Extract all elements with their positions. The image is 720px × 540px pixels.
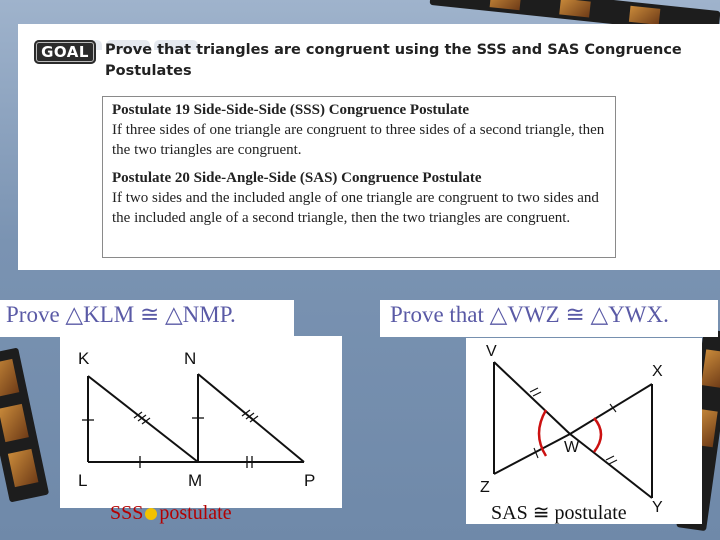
segment-wy <box>570 434 652 498</box>
vertex-label-p: P <box>304 471 316 490</box>
prove-statement-left-box <box>0 300 294 337</box>
postulate-19 <box>112 101 607 160</box>
segment-zw <box>494 434 570 474</box>
triangles-vwz-ywx-diagram <box>466 338 702 524</box>
segment-vw <box>494 362 570 434</box>
vertex-label-z: Z <box>480 479 490 496</box>
postulate-box <box>102 96 616 258</box>
figure-klm-nmp <box>60 336 342 508</box>
vertex-label-m: M <box>188 471 203 490</box>
tick-vw <box>530 388 541 396</box>
vertex-label-k: K <box>78 349 90 368</box>
vertex-label-l: L <box>78 471 88 490</box>
vertex-label-y: Y <box>652 499 663 516</box>
angle-arc-ywx <box>594 418 601 452</box>
triangles-klm-nmp-diagram <box>60 336 342 508</box>
goal-statement: Prove that triangles are congruent using the SSS and SAS Congruence Postulates <box>105 42 682 79</box>
figure-vwz-ywx <box>466 338 702 524</box>
postulate-19-title: Postulate 19 Side-Side-Side (SSS) Congruence Postulate <box>112 102 470 118</box>
prove-statement-right-box <box>380 300 718 337</box>
caption-right: SAS ≅ postulate <box>491 502 627 524</box>
postulate-20 <box>112 169 607 228</box>
goal-panel <box>18 24 720 270</box>
goal-badge: GOAL <box>34 40 96 64</box>
vertex-label-x: X <box>652 363 663 380</box>
congruent-symbol-icon <box>145 508 157 520</box>
caption-left <box>110 502 232 525</box>
caption-left-pre: SSS <box>110 502 144 524</box>
postulate-19-body: If three sides of one triangle are congruent to three sides of a second triangle, then the two triangles are congruent. <box>112 122 605 158</box>
segment-np <box>198 374 304 462</box>
vertex-label-w: W <box>564 439 580 456</box>
prove-statement-left: Prove △KLM ≅ △NMP. <box>6 302 236 327</box>
vertex-label-n: N <box>184 349 197 368</box>
segment-wx <box>570 384 652 434</box>
postulate-20-body: If two sides and the included angle of one triangle are congruent to two sides and the included angle of a second triangle, then the two triangles are congruent. <box>112 190 599 226</box>
prove-statement-right: Prove that △VWZ ≅ △YWX. <box>390 302 669 327</box>
caption-left-post: postulate <box>159 502 232 524</box>
segment-km <box>88 376 198 462</box>
postulate-20-title: Postulate 20 Side-Angle-Side (SAS) Congruence Postulate <box>112 170 482 186</box>
vertex-label-v: V <box>486 343 497 360</box>
